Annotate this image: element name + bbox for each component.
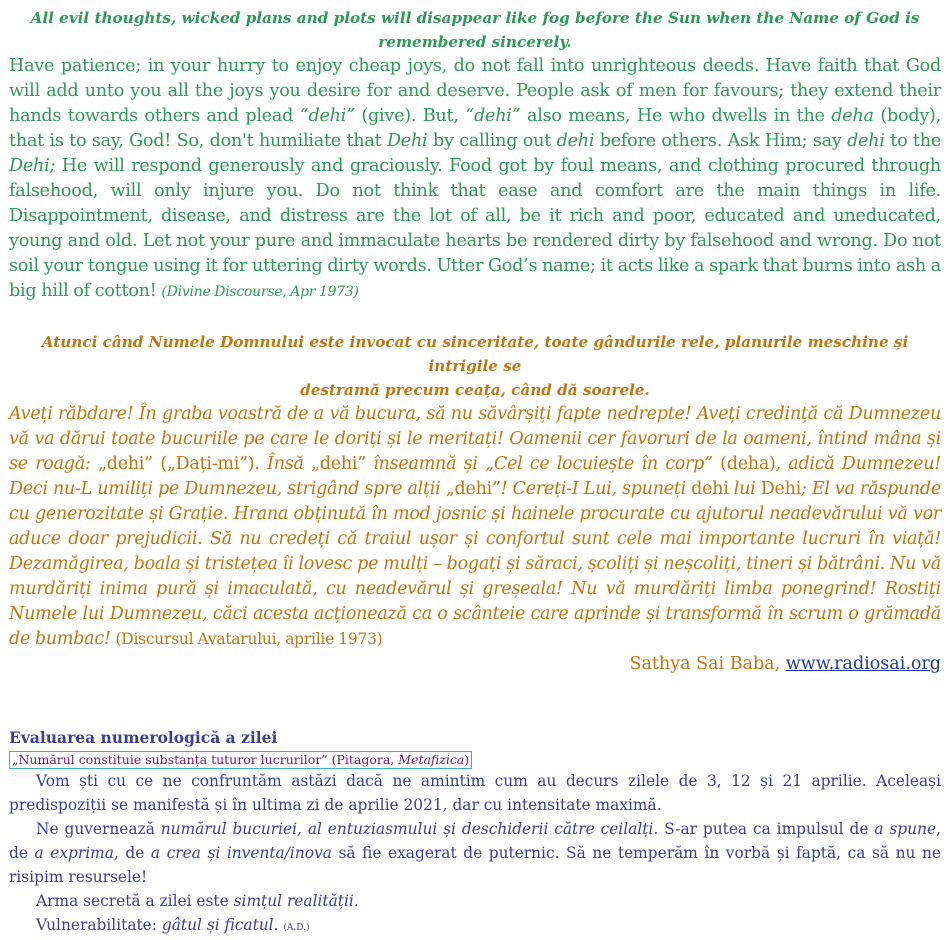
motto-work: Metafizica [398, 752, 465, 767]
secret-weapon-line [9, 889, 941, 913]
romanian-quote [9, 330, 941, 402]
text-run: before others. Ask Him; say [594, 131, 848, 151]
text-run: . Însă [254, 454, 311, 474]
text-run: „dehi” [445, 479, 501, 499]
author-name: Sathya Sai Baba, [629, 654, 786, 674]
vulnerability-label: Vulnerabilitate: [36, 916, 162, 934]
secret-label: Arma secretă a zilei este [36, 892, 234, 910]
text-run: Dehi [386, 131, 428, 151]
text-run: Have patience; in your hurry to enjoy cheap joys, do not fall into unrighteous deeds. Have faith that God will add unto you all the joys you desire for and deserve. People ask of men for favours; they extend their hands towards others and plead [9, 56, 941, 126]
text-run: (body), that is to say, God! So, don't humiliate that [9, 106, 941, 151]
text-run: deha [831, 106, 874, 126]
text-run: lui [728, 479, 761, 499]
text-run: dehi [847, 131, 885, 151]
english-quote-line: All evil thoughts, wicked plans and plots will disappear like fog before the Sun when the Name of God is [30, 9, 920, 27]
motto-close: ) [464, 752, 470, 767]
text-run: to the [884, 131, 941, 151]
romanian-quote-line: destramă precum ceața, când dă soarele. [300, 381, 650, 399]
text-run: He will respond generously and graciously. Food got by foul means, and clothing procured through falsehood, will only injure you. Do not think that ease and comfort are the main things in life. Disappointment, disease, and distress are the lot of all, be it rich and poor, educated and uneducated, young and old. Let not your pure and immaculate hearts be rendered dirty by falsehood and wrong. Do not soil your tongue using it for uttering dirty words. Utter God’s name; it acts like a spark that burns into ash a big hill of cotton! [9, 156, 941, 301]
numerology-paragraph-1: Vom ști cu ce ne confruntăm astăzi dacă ne amintim cum au decurs zilele de 3, 12 și 21 aprilie. Aceleași predispoziții se manifestă și în ultima zi de aprilie 2021, dar cu intensitate maximă. [9, 772, 941, 814]
english-quote-line: remembered sincerely. [378, 33, 572, 51]
page [9, 6, 941, 940]
text-run: „dehi” [311, 454, 366, 474]
romanian-body [9, 402, 941, 652]
radiosai-link[interactable]: www.radiosai.org [785, 654, 941, 674]
english-body [9, 54, 941, 305]
text-run: Dehi; [9, 156, 56, 176]
text-run: Dehi [760, 479, 801, 499]
text-run: Ne guvernează [36, 820, 161, 838]
text-run: numărul bucuriei, al entuziasmului și deschiderii către ceilalți [160, 820, 654, 838]
english-source: (Divine Discourse, Apr 1973) [161, 284, 359, 300]
text-run: să fie exagerat de puternic. Să ne temperăm în vorbă și faptă, ca să nu ne risipim resursele! [9, 844, 941, 886]
text-run: . S-ar putea ca impulsul de [653, 820, 875, 838]
text-run: , de [9, 820, 941, 862]
text-run: “dehi” [299, 106, 355, 126]
text-run: înseamnă și „Cel ce locuiește în corp” [365, 454, 721, 474]
text-run: , de [113, 844, 151, 862]
vulnerability-line [9, 913, 941, 940]
secret-value: simțul realității. [233, 892, 359, 910]
text-run: , adică Dumnezeu! Deci nu-L umiliți pe Dumnezeu, strigând spre alții [9, 454, 941, 499]
text-run: Aveți răbdare! În graba voastră de a vă bucura, să nu săvârșiți fapte nedrepte! Aveți credință că Dumnezeu vă va dărui toate bucuriile pe care le doriți și le meritați! Oamenii cer favoruri de la oameni, întind mâna și se roagă: [9, 404, 941, 474]
romanian-quote-line: Atunci când Numele Domnului este invocat cu sinceritate, toate gândurile rele, planurile meschine și intrigile se [41, 333, 909, 375]
vulnerability-value: gâtul și ficatul. [161, 916, 279, 934]
text-run: (give). But, [354, 106, 466, 126]
text-run: by calling out [427, 131, 557, 151]
numerology-paragraph-2 [9, 817, 941, 889]
text-run: dehi [691, 479, 729, 499]
motto-text: „Numărul constituie substanța tuturor lucrurilor” (Pitagora, [12, 752, 399, 767]
text-run: (deha) [720, 454, 776, 474]
numerology-title: Evaluarea numerologică a zilei [9, 728, 278, 747]
text-run: also means, He who dwells in the [520, 106, 832, 126]
text-run: a crea și inventa/inova [150, 844, 332, 862]
text-run: dehi [556, 131, 595, 151]
numerology-motto [9, 751, 472, 769]
text-run: „dehi” („Dați-mi”) [97, 454, 255, 474]
romanian-source: (Discursul Avatarului, aprilie 1973) [115, 630, 383, 648]
text-run: “dehi” [465, 106, 521, 126]
author-initials: (A.D.) [283, 923, 310, 933]
text-run: ! Cereți-I Lui, spuneți [500, 479, 692, 499]
text-run: a exprima [34, 844, 114, 862]
text-run: ; El va răspunde cu generozitate și Grație. Hrana obținută în mod josnic și hainele procurate cu ajutorul neadevărului vă vor aduce doar prejudicii. Să nu credeți că traiul ușor și confortul sunt cele mai importante lucruri în viață! Dezamăgirea, boala și tristețea îi lovesc pe mulți – bogați și săraci, școliți și neșcoliți, tineri și bătrâni. Nu vă murdăriți inima pură și imaculată, cu neadevărul și greșeala! Nu vă murdăriți limba ponegrind! Rostiți Numele lui Dumnezeu, căci acesta acționează ca o scânteie care aprinde și transformă în scrum o grămadă de bumbac! [9, 479, 941, 649]
text-run: a spune [874, 820, 937, 838]
signature-line [9, 652, 941, 677]
english-quote [9, 6, 941, 54]
romanian-body-text [9, 404, 941, 649]
english-body-text [9, 56, 941, 301]
